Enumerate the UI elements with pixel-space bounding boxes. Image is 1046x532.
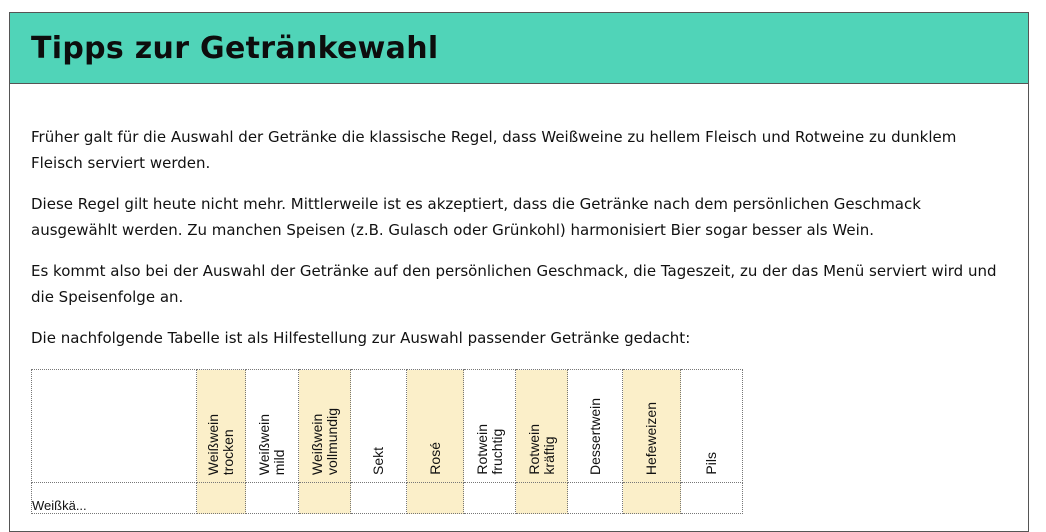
- column-header: [568, 370, 623, 483]
- column-header-label: Pils: [703, 452, 719, 475]
- column-header-label: Rotwein kräftig: [525, 424, 557, 475]
- table-cell: [351, 483, 407, 514]
- table-cell: [568, 483, 623, 514]
- drinks-table-wrapper: [31, 369, 1007, 514]
- column-header-label: Dessertwein: [586, 397, 603, 475]
- column-header-label: Weißwein mild: [256, 413, 287, 475]
- row-label: Weißkä...: [32, 483, 197, 514]
- column-header-label: Rotwein fruchtig: [473, 424, 505, 475]
- table-row: [32, 483, 743, 514]
- table-cell: [516, 483, 568, 514]
- table-cell: [197, 483, 246, 514]
- column-header-label: Weißwein trocken: [205, 413, 236, 475]
- column-header: [197, 370, 246, 483]
- column-header-label: Rosé: [426, 442, 443, 475]
- table-cell: [623, 483, 681, 514]
- column-header: [681, 370, 743, 483]
- column-header: [246, 370, 299, 483]
- column-header: [623, 370, 681, 483]
- column-header: [299, 370, 351, 483]
- article-body: [10, 124, 1028, 514]
- column-header: [516, 370, 568, 483]
- table-cell: [299, 483, 351, 514]
- table-corner-cell: [32, 370, 197, 483]
- table-header-row: [32, 370, 743, 483]
- paragraph-taste: Es kommt also bei der Auswahl der Getränke auf den persönlichen Geschmack, die Tageszeit, zu der das Menü serviert wird und die Speisenfolge an.: [31, 262, 997, 306]
- table-cell: [246, 483, 299, 514]
- table-cell: [681, 483, 743, 514]
- column-header: [407, 370, 464, 483]
- content-frame: [9, 12, 1029, 532]
- title-banner: [10, 13, 1028, 84]
- paragraph-table-intro: Die nachfolgende Tabelle ist als Hilfestellung zur Auswahl passender Getränke gedacht:: [31, 329, 691, 347]
- column-header: [351, 370, 407, 483]
- table-cell: [407, 483, 464, 514]
- drinks-table: [31, 369, 743, 514]
- table-cell: [464, 483, 516, 514]
- page-title: Tipps zur Getränkewahl: [31, 31, 439, 66]
- column-header-label: Hefeweizen: [643, 401, 659, 475]
- column-header-label: Sekt: [370, 446, 386, 475]
- column-header: [464, 370, 516, 483]
- paragraph-intro: Früher galt für die Auswahl der Getränke die klassische Regel, dass Weißweine zu hellem Fleisch und Rotweine zu dunklem Fleisch serviert werden.: [31, 128, 957, 172]
- paragraph-rule: Diese Regel gilt heute nicht mehr. Mittlerweile ist es akzeptiert, dass die Getränke nach dem persönlichen Geschmack ausgewählt werden. Zu manchen Speisen (z.B. Gulasch oder Grünkohl) harmonisiert Bier sogar besser als Wein.: [31, 195, 921, 239]
- column-header-label: Weißwein vollmundig: [308, 408, 340, 475]
